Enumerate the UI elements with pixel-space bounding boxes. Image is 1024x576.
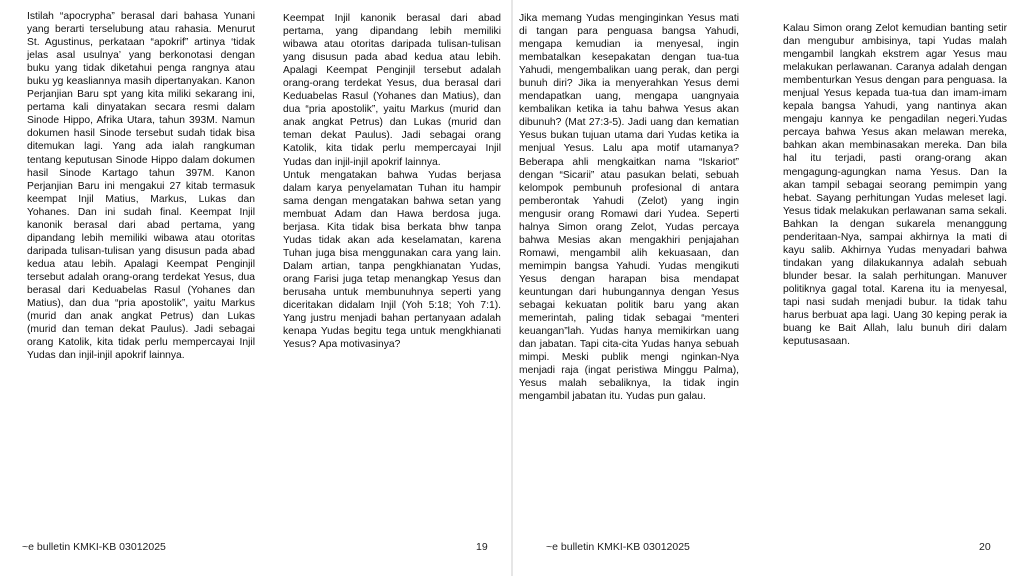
footer-publication: ~e bulletin KMKI-KB 03012025 — [22, 541, 166, 553]
text-column-4 — [783, 22, 1011, 348]
column-text: Istilah “apocrypha” berasal dari bahasa Yunani yang berarti terselubung atau rahasia. Menurut St. Agustinus, perkataan “apokrif” artinya ‘tidak jelas asal usulnya’ yang berkonotasi dengan buku yang tidak diketahui penga rangnya atau buku yg keasliannya masih dipertanyakan. Kanon Perjanjian Baru spt yang kita miliki sekarang ini, pertama kali dinyatakan secara resmi dalam Sinode Hippo, Afrika Utara, tahun 393M. Namun dokumen hasil Sinode tersebut sudah tidak bisa ditemukan lagi. Yang ada ialah rangkuman tentang keputusan Sinode Hippo dalam dokumen hasil Sinode Kartago tahun 397M. Kanon Perjanjian Baru ini mengakui 27 kitab termasuk keempat Injil Matius, Markus, Lukas dan Yohanes. Dan ini sudah final. Keempat Injil kanonik berasal dari abad pertama, yang dipandang lebih memiliki wibawa atau otoritas daripada tulisan-tulisan yang disusun pada abad kedua atau lebih. Apalagi Keempat Penginjil tersebut adalah orang-orang terdekat Yesus, dua berasal dari Keduabelas Rasul (Yohanes dan Matius), dan dua “pria apostolik”, yaitu Markus (murid dan anak angkat Petrus) dan Lukas (murid dan teman dekat Paulus). Jadi sebagai orang Katolik, kita tidak perlu mempercayai Injil Yudas dan injil-injil apokrif lainnya. — [27, 11, 259, 362]
text-column-3 — [519, 12, 743, 403]
column-text: Keempat Injil kanonik berasal dari abad pertama, yang dipandang lebih memiliki wibawa atau otoritas daripada tulisan-tulisan yang disusun pada abad kedua atau lebih. Apalagi Keempat Penginjil tersebut adalah orang-orang terdekat Yesus, dua berasal dari Keduabelas Rasul (Yohanes dan Matius), dan dua “pria apostolik”, yaitu Markus (murid dan anak angkat Petrus) dan Lukas (murid dan teman dekat Paulus). Jadi sebagai orang Katolik, kita tidak perlu mempercayai Injil Yudas dan injil-injil apokrif lainnya. Untuk mengatakan bahwa Yudas berjasa dalam karya penyelamatan Tuhan itu hampir sama dengan mengatakan bahwa setan yang membuat Adam dan Hawa berdosa juga. berjasa. Kita tidak bisa berkata bhw tanpa Yudas tidak akan ada keselamatan, karena Tuhan juga bisa menggunakan cara yang lain. Dalam artian, tanpa pengkhianatan Yudas, orang Farisi juga tetap menangkap Yesus dan berusaha untuk membunuhnya seperti yang diceritakan didalam Injil (Yoh 5:18; Yoh 7:1). Yang justru menjadi bahan pertanyaan adalah kenapa Yudas begitu tega untuk mengkhianati Yesus? Apa motivasinya? — [283, 13, 501, 351]
column-text: Kalau Simon orang Zelot kemudian banting setir dan mengubur ambisinya, tapi Yudas malah mengambil langkah ekstrem agar Yesus mau melakukan perlawanan. Caranya adalah dengan membenturkan Yesus dengan para penguasa. Ia menjual Yesus kepada tua-tua dan imam-imam kepala bangsa Yahudi, yang nantinya akan mengaju kannya ke pengadilan negeri.Yudas percaya bahwa Yesus akan melawan mereka, bahkan akan membinasakan mereka. Dan bila hal itu terjadi, pasti orang-orang akan mengagung-agungkan nama Yesus. Dan Ia akan tampil sebagai seorang pemimpin yang hebat. Sayang perhitungan Yudas meleset lagi. Yesus tidak melakukan perlawanan sama sekali. Bahkan Ia dengan sukarela menanggung penderitaan-Nya, sampai akhirnya Ia mati di kayu salib. Akhirnya Yudas menyadari bahwa tindakan yang dilakukannya adalah sebuah blunder besar. Ia salah perhitungan. Manuver politiknya gagal total. Karena itu ia menyesal, tapi nasi sudah menjadi bubur. Ia tidak tahu harus berbuat apa lagi. Uang 30 keping perak ia buang ke Bait Allah, lalu bunuh diri dalam keputusasaan. — [783, 23, 1011, 348]
page-number: 20 — [979, 541, 991, 553]
text-column-2 — [283, 12, 501, 351]
text-column-1 — [27, 10, 259, 362]
column-text: Jika memang Yudas menginginkan Yesus mati di tangan para penguasa bangsa Yahudi, mengapa kemudian ia menyesal, ingin membatalkan kesepakatan dengan tua-tua Yahudi, mengembalikan uang perak, dan pergi bunuh diri? Jika ia menyerahkan Yesus demi mendapatkan uang, mengapa uangnyaia kembalikan ketika ia tahu bahwa Yesus akan dibunuh? (Mat 27:3-5). Jadi uang dan kematian Yesus bukan tujuan utama dari Yudas ketika ia menjual Yesus. Lalu apa motif utamanya? Beberapa ahli mengkaitkan nama “Iskariot” dengan “Sicarii” atau pasukan belati, sebuah kelompok pembunuh profesional di antara pemberontak Yahudi (Zelot) yang ingin mengusir orang Romawi dari Yudea. Seperti halnya Simon orang Zelot, Yudas percaya bahwa Mesias akan mengakhiri penjajahan Romawi, mengambil alih kekuasaan, dan memimpin bangsa Yahudi. Yudas mengikuti Yesus dengan harapan bisa mendapat keuntungan dari hubungannya dengan Yesus sebagai kekuatan politik baru yang akan memerintah, paling tidak sebagai “menteri keuangan”lah. Yudas hanya memikirkan uang dan jabatan. Tapi cita-cita Yudas hanya sebuah mimpi. Meski publik mengi nginkan-Nya menjadi raja (ingat peristiwa Minggu Palma), Yesus malah sebaliknya, Ia tidak ingin mengambil jabatan itu. Yudas pun galau. — [519, 13, 743, 403]
page-20 — [513, 0, 1024, 576]
page-number: 19 — [476, 541, 488, 553]
page-19 — [0, 0, 511, 576]
footer-publication: ~e bulletin KMKI-KB 03012025 — [546, 541, 690, 553]
